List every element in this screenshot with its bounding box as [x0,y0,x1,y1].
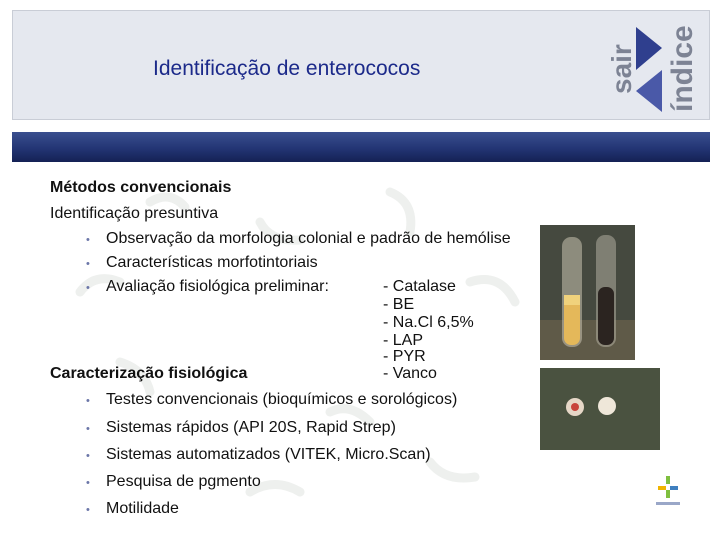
page-title: Identificação de enterococos [153,57,421,80]
test-item: - LAP [383,332,424,349]
index-link[interactable]: índice [666,25,699,112]
section1-heading: Métodos convencionais [50,179,232,196]
bullet-marker: • [86,282,90,294]
bullet-marker: • [86,234,90,246]
back-arrow-icon[interactable] [636,70,662,112]
test-item: - Vanco [383,365,437,382]
list-item: Pesquisa de pgmento [106,473,261,490]
forward-arrow-icon[interactable] [636,27,662,70]
agar-disks-photo [540,368,660,450]
bullet-marker: • [86,504,90,516]
exit-link[interactable]: sair [606,44,637,94]
test-item: - PYR [383,348,426,365]
header-divider-bar [12,132,710,162]
bullet-marker: • [86,423,90,435]
section2-heading: Caracterização fisiológica [50,365,248,382]
list-item: Testes convencionais (bioquímicos e sorológicos) [106,391,458,408]
list-item: Sistemas rápidos (API 20S, Rapid Strep) [106,419,396,436]
bullet-marker: • [86,477,90,489]
section1-subheading: Identificação presuntiva [50,205,219,222]
list-item: Avaliação fisiológica preliminar: [106,278,329,295]
logo-icon [648,472,688,512]
bullet-marker: • [86,258,90,270]
list-item: Observação da morfologia colonial e padrão de hemólise [106,230,511,247]
bullet-marker: • [86,395,90,407]
nav-controls [596,12,699,112]
test-item: - BE [383,296,415,313]
bullet-marker: • [86,450,90,462]
list-item: Sistemas automatizados (VITEK, Micro.Scan) [106,446,431,463]
list-item: Características morfotintoriais [106,254,318,271]
test-item: - Na.Cl 6,5% [383,314,474,331]
test-tubes-photo [540,225,635,360]
test-item: - Catalase [383,278,456,295]
list-item: Motilidade [106,500,179,517]
